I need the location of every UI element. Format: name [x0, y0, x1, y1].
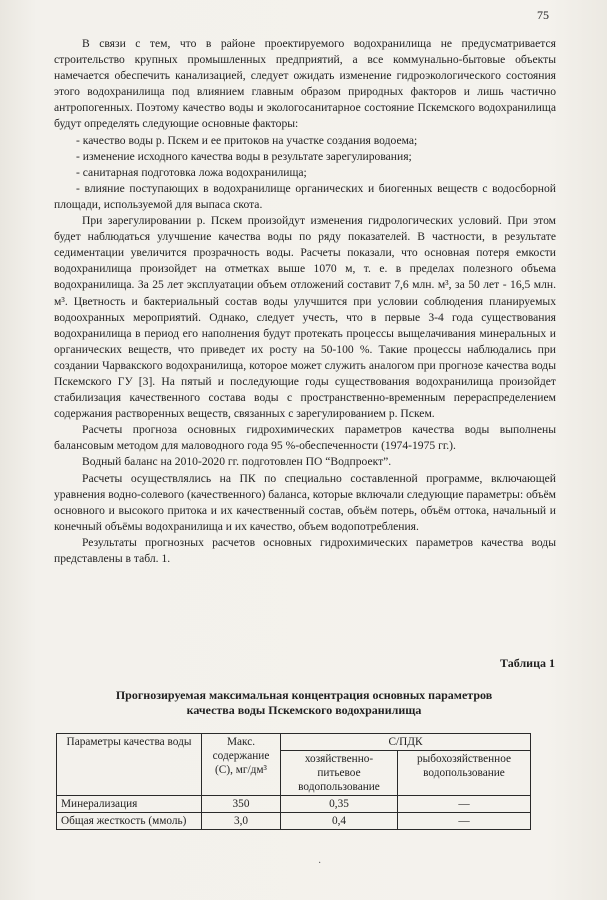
- table-row: [57, 813, 531, 830]
- bullet-item: - санитарная подготовка ложа водохранилища;: [76, 165, 307, 179]
- cell-param: Общая жесткость (ммоль): [57, 813, 202, 830]
- table-title: [54, 688, 554, 718]
- table-title-line: качества воды Пскемского водохранилища: [186, 703, 422, 717]
- table-caption: Таблица 1: [500, 656, 555, 670]
- table-title-line: Прогнозируемая максимальная концентрация основных параметров: [115, 688, 493, 702]
- paragraph-water-balance: Водный баланс на 2010-2020 гг. подготовлен ПО “Водпроект”.: [82, 455, 392, 469]
- bullet-item: - изменение исходного качества воды в результате зарегулирования;: [76, 149, 412, 163]
- paragraph-regulation: При зарегулировании р. Пскем произойдут изменения гидрологических условий. При этом будет наблюдаться улучшение качества воды по ряду показателей. В частности, в результате седиментации увеличится прозрачность воды. Расчеты показали, что основная потеря емкости водохранилища произойдет на отметках выше 1070 м, т. е. в пределах полезного объема водохранилища. За 25 лет эксплуатации объем отложений составит 7,6 млн. м³, за 50 лет - 16,5 млн. м³. Цветность и бактериальный состав воды улучшится при условии соблюдения планируемых водоохранных мероприятий. Однако, следует учесть, что в первые 3-4 года существования водохранилища в период его наполнения будут протекать процессы выщелачивания минеральных и органических веществ, что приведет их росту на 50-100 %. Такие процессы наблюдались при создании Чарвакского водохранилища, которое может служить аналогом при прогнозе качества воды Пскемского ГУ [3]. На пятый и последующие годы существования водохранилища произойдет стабилизация качественного состава воды с пространственно-временным перераспределением содержания растворенных веществ, связанных с зарегулированием р. Пскем.: [54, 214, 556, 421]
- paragraph-calculations: Расчеты осуществлялись на ПК по специально составленной программе, включающей уравнения водно-солевого (качественного) баланса, которые включали следующие параметры: объём основного и высокого притока и их качественный состав, объём потерь, объём оттока, начальный и конечный объёмы водохранилища и их качество, объем водопотребления.: [54, 471, 556, 533]
- header-param: Параметры качества воды: [57, 734, 202, 796]
- quality-table: [56, 733, 531, 830]
- cell-drinking: 0,35: [281, 796, 398, 813]
- cell-max: 3,0: [202, 813, 281, 830]
- header-drinking: хозяйственно-питьевое водопользование: [281, 751, 398, 796]
- header-max: Макс. содержание (С), мг/дм³: [202, 734, 281, 796]
- page-number: 75: [537, 8, 549, 22]
- cell-fishery: —: [398, 796, 531, 813]
- paragraph-results: Результаты прогнозных расчетов основных гидрохимических параметров качества воды представлены в табл. 1.: [54, 535, 556, 565]
- table-header-row: [57, 734, 531, 751]
- footer-mark: ·: [318, 858, 322, 869]
- bullet-item: - влияние поступающих в водохранилище органических и биогенных веществ с водосборной площади, используемой для выпаса скота.: [54, 181, 556, 211]
- header-ratio: С/ПДК: [281, 734, 531, 751]
- header-fishery: рыбохозяйственное водопользование: [398, 751, 531, 796]
- cell-fishery: —: [398, 813, 531, 830]
- paragraph-forecast-method: Расчеты прогноза основных гидрохимических параметров качества воды выполнены балансовым методом для маловодного года 95 %-обеспеченности (1974-1975 гг.).: [54, 423, 556, 453]
- body-text: [54, 36, 556, 567]
- cell-param: Минерализация: [57, 796, 202, 813]
- paragraph-intro: В связи с тем, что в районе проектируемого водохранилища не предусматривается строительство крупных промышленных предприятий, а все коммунально-бытовые объекты намечается обеспечить канализацией, следует ожидать изменение гидроэкологического состояния этого водохранилища под влиянием главным образом природных факторов и лишь частично антропогенных. Поэтому качество воды и экологосанитарное состояние Пскемского водохранилища будут определять следующие основные факторы:: [54, 37, 556, 131]
- cell-max: 350: [202, 796, 281, 813]
- table-row: [57, 796, 531, 813]
- bullet-item: - качество воды р. Пскем и ее притоков на участке создания водоема;: [76, 133, 418, 147]
- cell-drinking: 0,4: [281, 813, 398, 830]
